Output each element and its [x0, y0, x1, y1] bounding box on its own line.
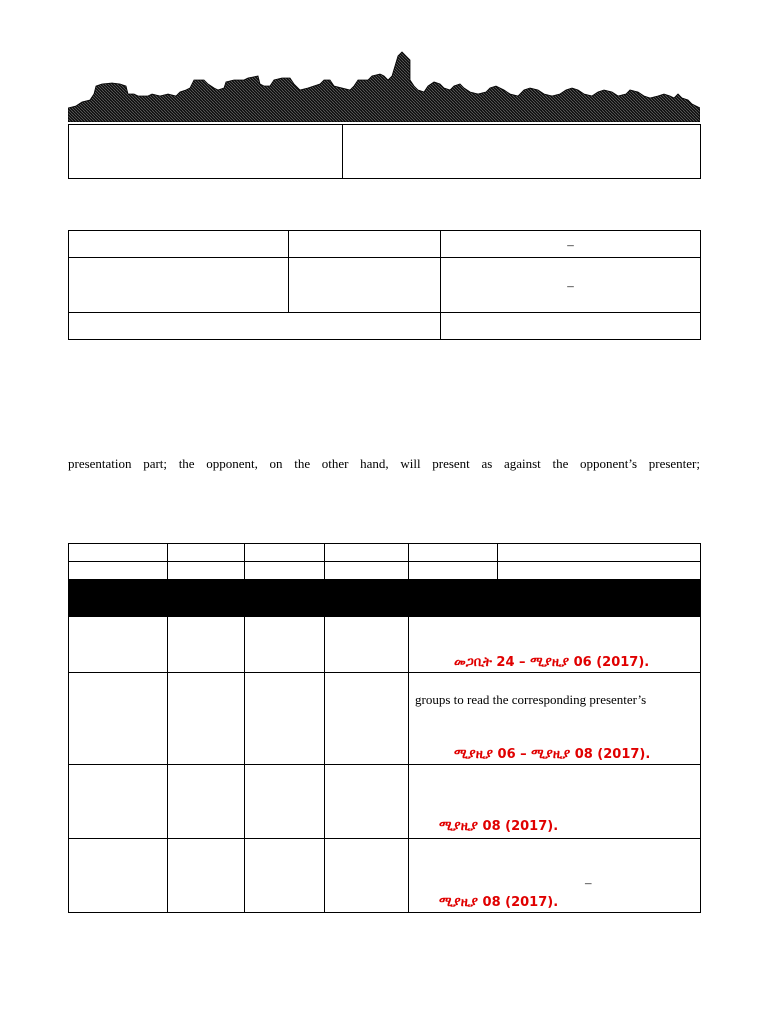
assignment-cell — [441, 313, 701, 340]
date-range-dash: – — [567, 277, 574, 293]
schedule-cell — [245, 617, 325, 673]
schedule-header-cell — [409, 562, 498, 580]
schedule-header-cell — [498, 562, 701, 580]
schedule-cell — [245, 765, 325, 839]
schedule-header-cell — [168, 562, 245, 580]
schedule-header-row — [69, 544, 701, 562]
city-skyline-icon — [68, 50, 700, 122]
header-info-cell-right — [343, 125, 701, 179]
table-row — [69, 839, 701, 913]
schedule-cell — [168, 765, 245, 839]
assignment-date-cell — [441, 231, 701, 258]
schedule-header-cell — [245, 562, 325, 580]
schedule-header-cell — [325, 562, 409, 580]
schedule-cell — [168, 673, 245, 765]
schedule-header-cell — [245, 544, 325, 562]
deadline-date: ሚያዚያ 06 – ሚያዚያ 08 (2017). — [454, 747, 651, 762]
schedule-description-cell — [409, 617, 701, 673]
schedule-cell — [168, 839, 245, 913]
schedule-subheader-row — [69, 562, 701, 580]
section-divider-row — [69, 580, 701, 617]
assignment-cell — [289, 258, 441, 313]
deadline-date: ሚያዚያ 08 (2017). — [439, 819, 559, 834]
schedule-table — [68, 543, 701, 913]
assignment-date-cell — [441, 258, 701, 313]
assignment-table — [68, 230, 701, 340]
schedule-header-cell — [409, 544, 498, 562]
schedule-cell — [325, 765, 409, 839]
schedule-description-cell — [409, 673, 701, 765]
schedule-cell — [69, 765, 168, 839]
schedule-cell — [245, 839, 325, 913]
body-paragraph: presentation part; the opponent, on the other hand, will present as against the opponent’s presenter; — [68, 456, 700, 471]
schedule-header-cell — [69, 544, 168, 562]
schedule-cell — [325, 839, 409, 913]
schedule-cell — [69, 839, 168, 913]
schedule-header-cell — [325, 544, 409, 562]
table-row — [69, 765, 701, 839]
schedule-cell — [245, 673, 325, 765]
schedule-description-cell — [409, 839, 701, 913]
section-divider-cell — [69, 580, 701, 617]
date-range-dash: – — [567, 236, 574, 252]
schedule-cell — [69, 617, 168, 673]
deadline-date: መጋቢት 24 – ሚያዚያ 06 (2017). — [454, 655, 650, 670]
header-info-cell-left — [69, 125, 343, 179]
schedule-cell — [325, 617, 409, 673]
description-text: groups to read the corresponding presenter’s — [415, 692, 647, 707]
deadline-date: ሚያዚያ 08 (2017). — [439, 895, 559, 910]
schedule-cell — [325, 673, 409, 765]
assignment-cell — [69, 313, 441, 340]
header-info-table — [68, 124, 701, 179]
date-range-dash: – — [585, 875, 592, 890]
assignment-cell — [69, 231, 289, 258]
schedule-cell — [69, 673, 168, 765]
schedule-description-cell — [409, 765, 701, 839]
schedule-header-cell — [498, 544, 701, 562]
assignment-cell — [289, 231, 441, 258]
table-row — [69, 673, 701, 765]
schedule-header-cell — [69, 562, 168, 580]
assignment-cell — [69, 258, 289, 313]
table-row — [69, 617, 701, 673]
schedule-cell — [168, 617, 245, 673]
schedule-header-cell — [168, 544, 245, 562]
